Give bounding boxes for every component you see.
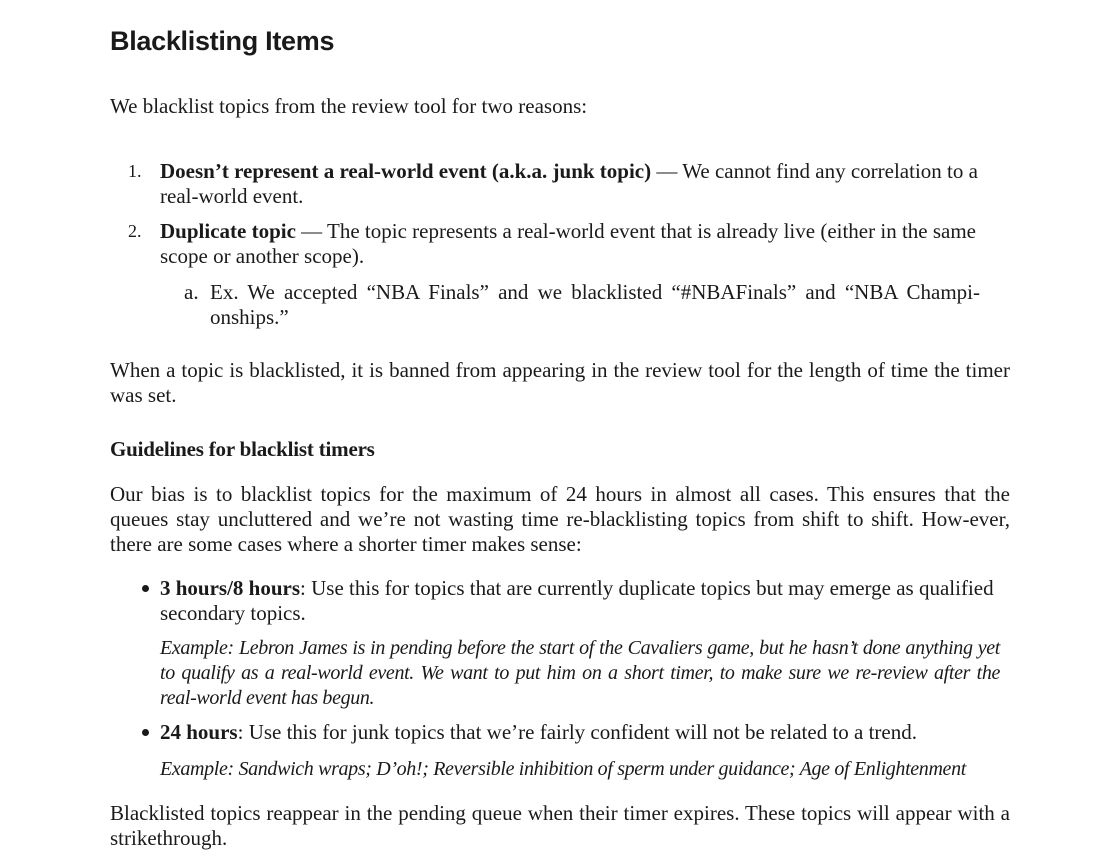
timer-item-short bbox=[160, 576, 1000, 626]
timer-description: : Use this for topics that are currently duplicate topics but may emerge as qualified secondary topics. bbox=[160, 576, 994, 625]
list-number: 1. bbox=[128, 161, 142, 181]
timer-term: 3 hours/8 hours bbox=[160, 576, 301, 600]
sub-item-text: Ex. We accepted “NBA Finals” and we blacklisted “#NBAFinals” and “NBA Champi-onships.” bbox=[210, 280, 980, 329]
bullet-icon bbox=[142, 729, 149, 736]
bias-paragraph: Our bias is to blacklist topics for the maximum of 24 hours in almost all cases. This ensures that the queues stay uncluttered and we’re not wasting time re-blacklisting topics from shift to shift. How-ever, there are some cases where a shorter timer makes sense: bbox=[110, 482, 1010, 556]
blacklisted-paragraph: When a topic is blacklisted, it is banned from appearing in the review tool for the length of time the timer was set. bbox=[110, 358, 1010, 407]
list-letter: a. bbox=[184, 280, 199, 304]
reason-term: Duplicate topic bbox=[160, 219, 296, 243]
reason-description: — The topic represents a real-world event that is already live (either in the same scope or another scope). bbox=[160, 219, 977, 268]
final-paragraph: Blacklisted topics reappear in the pending queue when their timer expires. These topics will appear with a strikethrough. bbox=[110, 801, 1010, 850]
bullet-icon bbox=[142, 585, 149, 592]
timer-description: : Use this for junk topics that we’re fairly confident will not be related to a trend. bbox=[237, 720, 917, 744]
reason-item-duplicate-topic bbox=[128, 219, 990, 269]
section-heading-guidelines: Guidelines for blacklist timers bbox=[110, 437, 375, 461]
list-number: 2. bbox=[128, 221, 142, 241]
reason-item-junk-topic bbox=[128, 159, 990, 209]
timer-term: 24 hours bbox=[160, 720, 238, 744]
intro-paragraph: We blacklist topics from the review tool for two reasons: bbox=[110, 94, 588, 118]
timer-example-short: Example: Lebron James is in pending before the start of the Cavaliers game, but he hasn’t done anything yet to qualify as a real-world event. We want to put him on a short timer, to make sure we re-review after the real-world event has begun. bbox=[160, 637, 1000, 709]
reason-sub-item-example bbox=[184, 280, 980, 330]
timer-example-24h: Example: Sandwich wraps; D’oh!; Reversible inhibition of sperm under guidance; Age of Enlightenment bbox=[160, 758, 966, 780]
reason-term: Doesn’t represent a real-world event (a.k.a. junk topic) bbox=[160, 159, 652, 183]
page-title: Blacklisting Items bbox=[110, 26, 335, 56]
reason-description: — We cannot find any correlation to a real-world event. bbox=[160, 159, 978, 208]
timer-item-24h bbox=[160, 720, 1000, 745]
